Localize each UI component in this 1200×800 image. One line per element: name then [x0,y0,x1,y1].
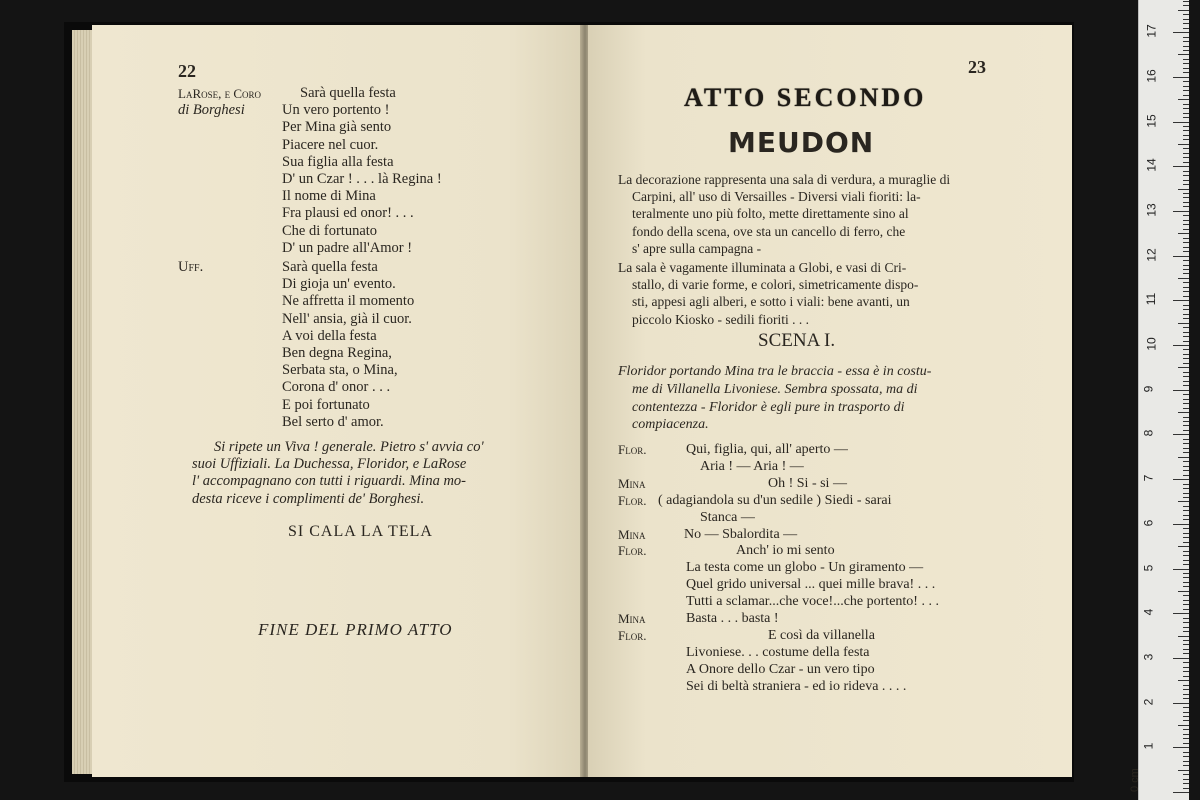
ruler-tick [1183,604,1189,605]
description-line: La decorazione rappresenta una sala di verdura, a muraglie di [618,172,951,187]
ruler-tick [1183,282,1189,283]
ruler-tick [1183,341,1189,342]
dialogue-line: Qui, figlia, qui, all' aperto — [686,442,848,457]
ruler-tick [1183,117,1189,118]
ruler-tick [1173,300,1189,301]
ruler-number: 9 [1141,385,1156,393]
ruler-tick [1173,122,1189,123]
ruler-number: 3 [1141,653,1156,661]
ruler-tick [1178,323,1189,324]
ruler-tick [1183,180,1189,181]
verse-line: D' un Czar ! . . . là Regina ! [282,171,442,187]
ruler-number: 16 [1144,69,1159,83]
ruler-tick [1183,510,1189,511]
verse-line: Nell' ansia, già il cuor. [282,310,412,327]
ruler-tick [1173,256,1189,257]
ruler-tick [1178,546,1189,547]
ruler-tick [1183,564,1189,565]
ruler-tick [1183,533,1189,534]
ruler-tick [1183,497,1189,498]
ruler-tick [1173,434,1189,435]
ruler-tick [1183,582,1189,583]
ruler-tick [1183,354,1189,355]
ruler-tick [1183,560,1189,561]
verse-line: Per Mina già sento [282,119,392,136]
description-line: stallo, di varie forme, e colori, simetricamente dispo- [632,277,919,293]
verse-line: A voi della festa [282,327,377,344]
verse-line: Fra plausi ed onor! . . . [282,205,414,222]
ruler-tick [1183,175,1189,176]
ruler-tick [1183,622,1189,623]
ruler-tick [1183,729,1189,730]
ruler-tick [1183,542,1189,543]
ruler-tick [1183,197,1189,198]
ruler-tick [1183,95,1189,96]
ruler-tick [1178,367,1189,368]
ruler-tick [1183,461,1189,462]
ruler-tick [1183,618,1189,619]
ruler-tick [1173,524,1189,525]
ruler-tick [1183,452,1189,453]
verse-line: Sarà quella festa [282,259,378,275]
verse-line: Sua figlia alla festa [282,153,394,170]
ruler-number: 6 [1141,519,1156,527]
ruler-tick [1173,703,1189,704]
ruler-tick [1183,349,1189,350]
ruler-tick [1183,756,1189,757]
dialogue-line: Basta . . . basta ! [686,611,779,626]
ruler-tick [1183,171,1189,172]
ruler-tick [1178,680,1189,681]
stage-direction-line: desta riceve i complimenti de' Borghesi. [192,490,425,507]
ruler-tick [1183,734,1189,735]
ruler-tick [1183,68,1189,69]
verse-line: Serbata sta, o Mina, [282,362,398,379]
scene-direction-line: Floridor portando Mina tra le braccia - essa è in costu- [618,364,932,379]
ruler-tick [1173,569,1189,570]
ruler-tick [1183,394,1189,395]
ruler-tick [1183,206,1189,207]
ruler-tick [1183,260,1189,261]
ruler-tick [1183,202,1189,203]
ruler-tick [1183,157,1189,158]
dialogue-line: Tutti a sclamar...che voce!...che portento! . . . [686,594,939,610]
ruler-tick [1183,372,1189,373]
ruler-tick [1183,193,1189,194]
act-title: ATTO SECONDO [684,83,927,112]
ruler-tick [1183,108,1189,109]
ruler-tick [1178,457,1189,458]
measurement-ruler [1129,0,1189,800]
ruler-tick [1183,475,1189,476]
ruler-tick [1183,220,1189,221]
ruler-tick [1183,113,1189,114]
ruler-tick [1183,399,1189,400]
ruler-number: 12 [1144,247,1159,262]
verse-line: Che di fortunato [282,222,378,239]
ruler-tick [1183,685,1189,686]
ruler-tick [1183,417,1189,418]
ruler-tick [1183,448,1189,449]
right-page [588,25,1072,777]
description-line: fondo della scena, ove sta un cancello di ferro, che [632,223,906,239]
ruler-tick [1173,211,1189,212]
verse-line: Ben degna Regina, [282,345,392,361]
ruler-tick [1183,1,1189,2]
ruler-tick [1183,72,1189,73]
scene-direction-line: contentezza - Floridor è egli pure in trasporto di [632,399,905,415]
speaker-label: Mina [618,475,646,491]
ruler-tick [1183,506,1189,507]
ruler-tick [1183,381,1189,382]
dialogue-line: La testa come un globo - Un giramento — [686,560,924,576]
ruler-tick [1183,376,1189,377]
ruler-tick [1183,403,1189,404]
ruler-tick [1183,707,1189,708]
ruler-tick [1173,345,1189,346]
ruler-tick [1183,466,1189,467]
ruler-tick [1183,712,1189,713]
dialogue-line: Sei di beltà straniera - ed io rideva . . . . [686,678,907,694]
ruler-tick [1173,166,1189,167]
speaker-label: Flor. [618,492,647,508]
ruler-tick [1183,609,1189,610]
scene-title: SCENA I. [758,330,836,351]
ruler-tick [1183,484,1189,485]
dialogue-line: Quel grido universal ... quei mille brava! . . . [686,577,936,593]
verse-line: Ne affretta il momento [282,293,415,310]
ruler-tick [1183,229,1189,230]
ruler-number: 15 [1144,113,1159,128]
ruler-tick [1183,439,1189,440]
dialogue-line: Anch' io mi sento [736,543,835,559]
ruler-number: 2 [1141,698,1156,705]
description-line: teralmente uno più folto, mette direttamente sino al [632,206,909,222]
ruler-tick [1183,148,1189,149]
ruler-tick [1183,305,1189,306]
ruler-tick [1183,676,1189,677]
ruler-tick [1183,515,1189,516]
ruler-tick [1183,46,1189,47]
ruler-tick [1183,537,1189,538]
ruler-tick [1178,636,1189,637]
ruler-tick [1178,233,1189,234]
ruler-tick [1183,14,1189,15]
scene-direction-line: me di Villanella Livoniese. Sembra spossata, ma di [632,381,918,397]
stage-direction-line: suoi Uffiziali. La Duchessa, Floridor, e LaRose [192,456,467,473]
ruler-tick [1183,631,1189,632]
ruler-tick [1183,738,1189,739]
left-page [92,25,582,777]
ruler-tick [1178,412,1189,413]
ruler-tick [1178,144,1189,145]
dialogue-line: A Onore dello Czar - un vero tipo [686,661,875,677]
ruler-tick [1183,385,1189,386]
ruler-tick [1183,644,1189,645]
ruler-number: 13 [1144,203,1159,217]
ruler-tick [1183,698,1189,699]
ruler-tick [1183,332,1189,333]
ruler-tick [1183,50,1189,51]
dialogue-line: Aria ! — Aria ! — [700,458,804,474]
ruler-tick [1183,783,1189,784]
dialogue-line: E così da villanella [768,627,875,643]
ruler-tick [1183,327,1189,328]
ruler-tick [1183,135,1189,136]
ruler-tick [1183,59,1189,60]
ruler-tick [1183,63,1189,64]
ruler-tick [1183,37,1189,38]
ruler-tick [1183,640,1189,641]
ruler-tick [1173,32,1189,33]
ruler-tick [1183,752,1189,753]
ruler-tick [1183,126,1189,127]
ruler-tick [1183,224,1189,225]
ruler-tick [1183,86,1189,87]
ruler-tick [1183,139,1189,140]
ruler-tick [1178,591,1189,592]
ruler-tick [1183,653,1189,654]
page-number-left: 22 [178,61,196,81]
ruler-tick [1183,689,1189,690]
ruler-label: 0 cm [1129,768,1141,792]
description-line: Carpini, all' uso di Versailles - Diversi viali fioriti: la- [632,189,921,205]
verse-line: Un vero portento ! [282,102,390,119]
ruler-tick [1183,28,1189,29]
ruler-number: 1 [1141,742,1156,750]
ruler-tick [1183,336,1189,337]
ruler-tick [1183,493,1189,494]
ruler-tick [1183,81,1189,82]
ruler-tick [1183,577,1189,578]
verse-line: Piacere nel cuor. [282,136,379,153]
ruler-number: 17 [1144,24,1159,38]
ruler-tick [1183,273,1189,274]
ruler-tick [1183,318,1189,319]
verse-line: Il nome di Mina [282,188,376,205]
ruler-tick [1183,694,1189,695]
ruler-number: 8 [1141,430,1156,437]
speaker-label: Uff. [178,259,204,275]
location-title: MEUDON [728,126,875,159]
ruler-tick [1183,425,1189,426]
ruler-tick [1183,314,1189,315]
ruler-tick [1183,41,1189,42]
page-edges [72,30,94,774]
dialogue-line: Stanca — [700,509,755,525]
ruler-tick [1183,573,1189,574]
ruler-tick [1178,501,1189,502]
ruler-tick [1183,90,1189,91]
ruler-tick [1183,130,1189,131]
ruler-tick [1183,242,1189,243]
verse-line: Corona d' onor . . . [282,379,391,396]
scene-direction-line: compiacenza. [632,417,709,433]
ruler-tick [1183,215,1189,216]
ruler-tick [1183,162,1189,163]
ruler-tick [1183,671,1189,672]
ruler-tick [1183,184,1189,185]
speaker-label: Flor. [618,627,647,643]
description-line: La sala è vagamente illuminata a Globi, e vasi di Cri- [618,260,907,275]
ruler-number: 5 [1141,564,1156,571]
ruler-tick [1183,595,1189,596]
ruler-tick [1183,153,1189,154]
end-of-act-text: FINE DEL PRIMO ATTO [258,620,453,639]
ruler-tick [1173,77,1189,78]
ruler-tick [1183,421,1189,422]
ruler-tick [1183,519,1189,520]
ruler-tick [1183,488,1189,489]
ruler-tick [1183,720,1189,721]
ruler-tick [1183,779,1189,780]
verse-line: Sarà quella festa [300,85,396,101]
ruler-tick [1178,99,1189,100]
ruler-tick [1173,658,1189,659]
ruler-tick [1173,390,1189,391]
verse-line: E poi fortunato [282,396,370,413]
ruler-tick [1183,19,1189,20]
ruler-tick [1173,613,1189,614]
ruler-tick [1183,104,1189,105]
dialogue-line: No — Sbalordita — [684,526,798,542]
ruler-tick [1183,247,1189,248]
ruler-tick [1183,269,1189,270]
dialogue-line: ( adagiandola su d'un sedile ) Siedi - sarai [658,492,892,508]
ruler-tick [1178,278,1189,279]
ruler-tick [1183,5,1189,6]
ruler-tick [1183,358,1189,359]
dialogue-line: Oh ! Si - si — [768,475,847,491]
ruler-tick [1183,765,1189,766]
ruler-tick [1183,788,1189,789]
speaker-label: Mina [618,611,646,626]
speaker-label: di Borghesi [178,102,245,119]
ruler-tick [1183,470,1189,471]
ruler-tick [1183,662,1189,663]
ruler-tick [1178,189,1189,190]
ruler-tick [1183,238,1189,239]
description-line: s' apre sulla campagna - [632,240,762,256]
ruler-tick [1183,251,1189,252]
ruler-tick [1183,761,1189,762]
ruler-number: 4 [1141,608,1156,616]
ruler-number: 14 [1144,158,1159,172]
ruler-tick [1178,770,1189,771]
curtain-text: SI CALA LA TELA [288,523,433,540]
ruler-tick [1183,265,1189,266]
ruler-tick [1183,443,1189,444]
ruler-tick [1178,10,1189,11]
stage-direction-line: Si ripete un Viva ! generale. Pietro s' avvia co' [214,439,484,455]
verse-line: D' un padre all'Amor ! [282,239,413,256]
ruler-tick [1173,792,1189,793]
ruler-tick [1183,586,1189,587]
description-line: piccolo Kiosko - sedili fioriti . . . [632,311,809,327]
ruler-tick [1173,479,1189,480]
verse-line: Di gioja un' evento. [282,276,396,293]
ruler-number: 7 [1141,474,1156,482]
ruler-number: 10 [1144,337,1159,351]
ruler-tick [1183,743,1189,744]
ruler-tick [1183,600,1189,601]
ruler-tick [1183,287,1189,288]
ruler-number: 11 [1144,293,1159,306]
ruler-tick [1183,667,1189,668]
ruler-tick [1183,555,1189,556]
page-number-right: 23 [968,57,986,77]
ruler-tick [1183,430,1189,431]
speaker-label: LaRose, e Coro [178,86,262,101]
ruler-tick [1183,23,1189,24]
ruler-tick [1183,291,1189,292]
ruler-tick [1183,649,1189,650]
ruler-tick [1178,54,1189,55]
ruler-tick [1183,551,1189,552]
speaker-label: Flor. [618,442,647,457]
ruler-tick [1178,725,1189,726]
ruler-tick [1183,528,1189,529]
verse-line: Bel serto d' amor. [282,413,384,430]
ruler-tick [1183,309,1189,310]
ruler-tick [1183,716,1189,717]
ruler-tick [1183,363,1189,364]
stage-direction-line: l' accompagnano con tutti i riguardi. Mina mo- [192,473,467,490]
description-line: sti, appesi agli alberi, e sotto i viali: bene avanti, un [632,294,910,310]
ruler-tick [1183,408,1189,409]
ruler-tick [1183,774,1189,775]
speaker-label: Mina [618,526,646,542]
ruler-tick [1183,296,1189,297]
dialogue-line: Livoniese. . . costume della festa [686,644,870,660]
speaker-label: Flor. [618,543,647,559]
ruler-tick [1173,747,1189,748]
ruler-tick [1183,627,1189,628]
